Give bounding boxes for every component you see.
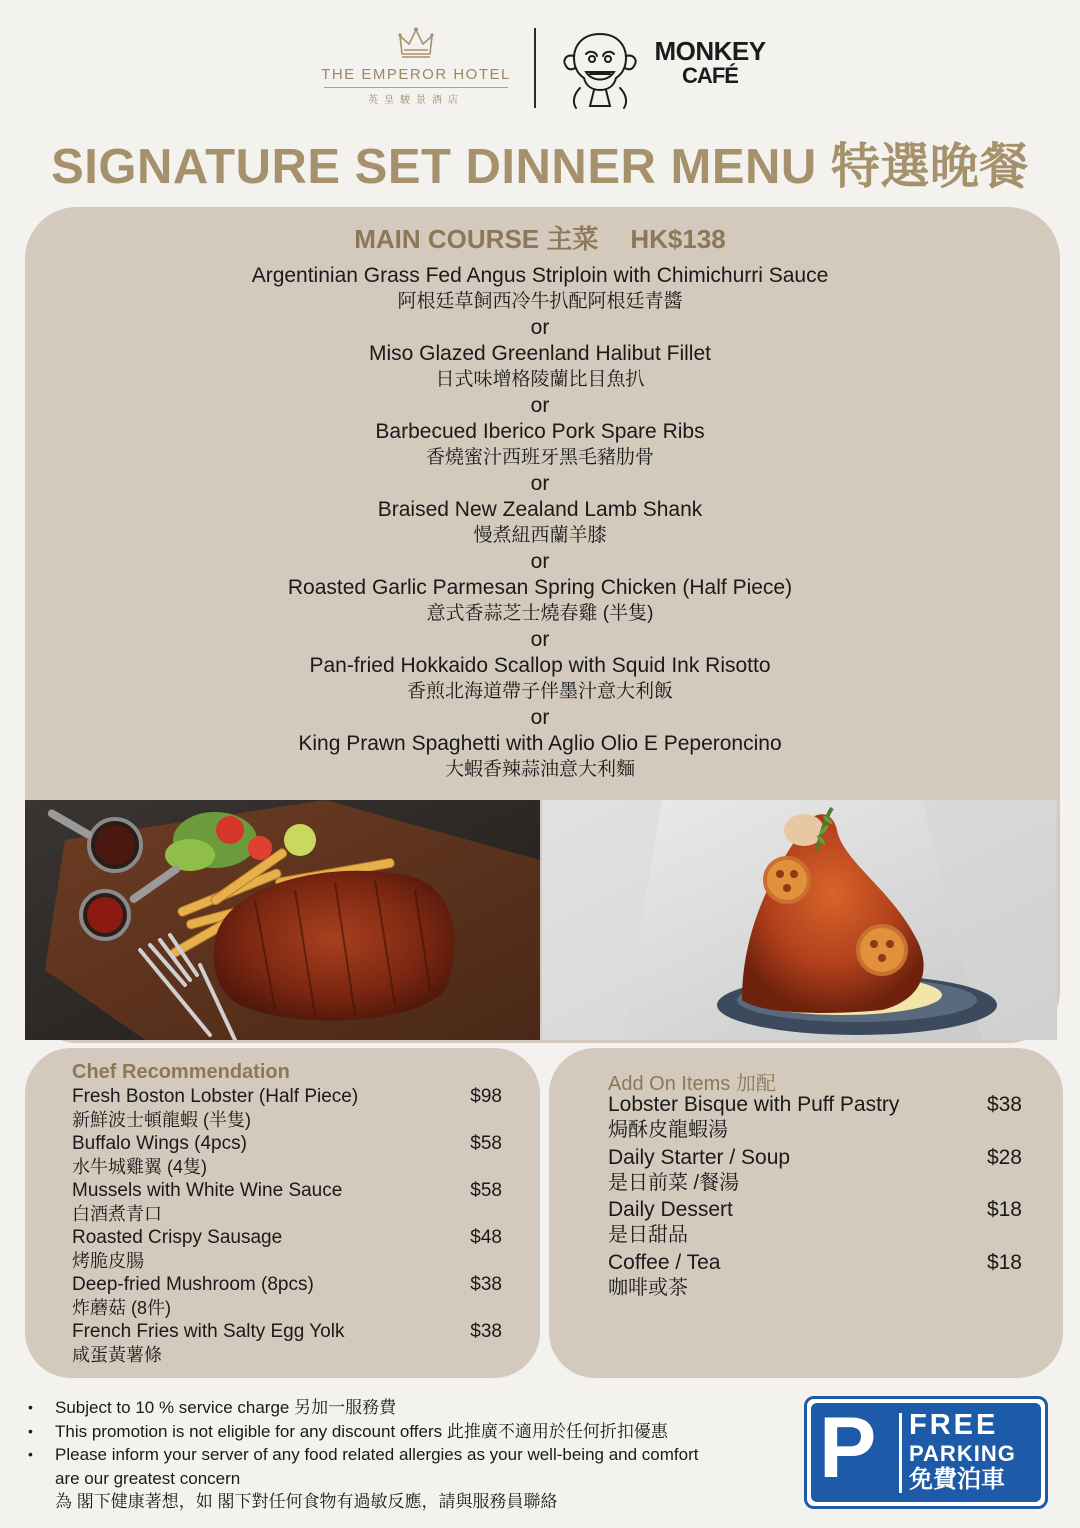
- footnotes: [28, 1396, 798, 1514]
- list-item: [608, 1197, 1028, 1250]
- dish-name-cn: 意式香蒜芝士燒春雞 (半隻): [426, 603, 654, 624]
- item-name-cn: 焗酥皮龍蝦湯: [608, 1119, 728, 1141]
- main-course-header: [0, 219, 1080, 256]
- list-item: [72, 1320, 512, 1367]
- dish-name-en: Barbecued Iberico Pork Spare Ribs: [375, 420, 705, 443]
- item-name-cn: 咖啡或茶: [608, 1276, 688, 1299]
- emperor-hotel-logo: [318, 26, 514, 112]
- item-name-en: Buffalo Wings (4pcs): [72, 1133, 247, 1154]
- pork-ribs-photo: [25, 800, 540, 1040]
- main-course-price: HK$138: [630, 224, 726, 254]
- dish-name-cn: 慢煮紐西蘭羊膝: [473, 525, 607, 546]
- parking-chinese-label: 免費泊車: [909, 1466, 1005, 1493]
- item-name-en: Roasted Crispy Sausage: [72, 1227, 283, 1248]
- or-separator: or: [530, 472, 550, 495]
- item-name-cn: 白酒煮青口: [72, 1204, 162, 1224]
- cafe-name-line2: CAFÉ: [682, 63, 738, 88]
- hotel-name: THE EMPEROR HOTEL: [321, 66, 511, 83]
- item-name-cn: 水牛城雞翼 (4隻): [72, 1157, 207, 1177]
- parking-free-label: FREE: [909, 1409, 999, 1441]
- list-item: [608, 1145, 1028, 1198]
- dish-name-cn: 香燒蜜汁西班牙黑毛豬肋骨: [425, 447, 654, 468]
- list-item: [72, 1179, 512, 1226]
- dish-name-cn: 阿根廷草飼西冷牛扒配阿根廷青醬: [397, 291, 683, 312]
- free-parking-badge: [804, 1396, 1048, 1509]
- item-price: $58: [470, 1133, 502, 1154]
- parking-divider: [899, 1413, 902, 1493]
- parking-text: [909, 1411, 1016, 1492]
- note-allergy: • Please inform your server of any food related allergies as your well-being and comfort: [28, 1443, 798, 1467]
- item-name-en: Coffee / Tea: [608, 1250, 721, 1274]
- add-on-list: [608, 1092, 1028, 1302]
- parking-sign: [811, 1400, 1041, 1502]
- or-separator: or: [530, 706, 550, 729]
- hotel-name-chinese: 英皇駿景酒店: [368, 95, 464, 106]
- item-name-cn: 烤脆皮腸: [72, 1251, 144, 1271]
- list-item: [72, 1132, 512, 1179]
- dish-name-cn: 大蝦香辣蒜油意大利麵: [444, 759, 635, 780]
- item-name-en: Daily Dessert: [608, 1198, 733, 1221]
- or-separator: or: [530, 628, 550, 651]
- item-name-en: French Fries with Salty Egg Yolk: [72, 1321, 345, 1342]
- note-service-charge: • Subject to 10 % service charge 另加一服務費: [28, 1396, 798, 1420]
- list-item: [72, 1085, 512, 1132]
- main-course-list: [0, 263, 1080, 783]
- chef-recommendation-list: [72, 1085, 512, 1367]
- item-name-cn: 是日前菜 /餐湯: [608, 1171, 740, 1194]
- dish-name-cn: 香煎北海道帶子伴墨汁意大利飯: [406, 681, 673, 702]
- item-name-cn: 新鮮波士頓龍蝦 (半隻): [72, 1110, 251, 1130]
- list-item: [608, 1092, 1028, 1145]
- item-price: $48: [470, 1227, 502, 1248]
- logo-divider: [534, 28, 536, 108]
- main-course-heading: MAIN COURSE 主菜: [354, 224, 599, 254]
- dish-name-en: Miso Glazed Greenland Halibut Fillet: [369, 342, 711, 365]
- item-price: $98: [470, 1086, 502, 1107]
- logo-rule: [324, 87, 508, 88]
- item-name-cn: 咸蛋黃薯條: [72, 1345, 162, 1365]
- dish-name-en: Braised New Zealand Lamb Shank: [377, 498, 703, 521]
- parking-label: PARKING: [909, 1441, 1016, 1466]
- item-price: $18: [986, 1198, 1022, 1221]
- note-allergy-chinese: 為 閣下健康著想，如 閣下對任何食物有過敏反應，請與服務員聯絡: [55, 1492, 558, 1512]
- item-price: $58: [470, 1180, 502, 1201]
- item-name-en: Mussels with White Wine Sauce: [72, 1180, 343, 1201]
- item-name-en: Fresh Boston Lobster (Half Piece): [72, 1086, 359, 1107]
- or-separator: or: [530, 316, 550, 339]
- chef-recommendation-heading: Chef Recommendation: [72, 1061, 290, 1083]
- or-separator: or: [530, 394, 550, 417]
- dish-name-en: King Prawn Spaghetti with Aglio Olio E Peperoncino: [298, 732, 782, 755]
- item-name-cn: 炸蘑菇 (8件): [72, 1298, 171, 1318]
- parking-p-icon: P: [819, 1400, 877, 1496]
- monkey-cafe-logo: [650, 38, 770, 87]
- list-item: [72, 1226, 512, 1273]
- list-item: [608, 1250, 1028, 1303]
- item-name-en: Deep-fried Mushroom (8pcs): [72, 1274, 314, 1295]
- cafe-name-line1: MONKEY: [654, 36, 766, 66]
- or-separator: or: [530, 550, 550, 573]
- dish-name-cn: 日式味增格陵蘭比目魚扒: [435, 369, 645, 390]
- item-price: $38: [470, 1321, 502, 1342]
- note-discount: • This promotion is not eligible for any discount offers 此推廣不適用於任何折扣優惠: [28, 1420, 798, 1444]
- item-price: $18: [986, 1250, 1022, 1274]
- page-title: SIGNATURE SET DINNER MENU 特選晚餐: [51, 140, 1029, 194]
- item-name-en: Daily Starter / Soup: [608, 1145, 791, 1169]
- note-allergy-continued: are our greatest concern: [55, 1468, 241, 1488]
- list-item: [72, 1273, 512, 1320]
- item-price: $28: [986, 1145, 1022, 1169]
- crown-icon: [396, 26, 436, 62]
- item-price: $38: [470, 1274, 502, 1295]
- monkey-mascot-icon: [556, 26, 644, 110]
- dish-name-en: Pan-fried Hokkaido Scallop with Squid Ink Risotto: [309, 654, 771, 677]
- dish-name-en: Argentinian Grass Fed Angus Striploin with Chimichurri Sauce: [251, 264, 829, 287]
- add-on-heading: Add On Items 加配: [608, 1073, 776, 1095]
- lamb-shank-photo: [542, 800, 1057, 1040]
- dish-name-en: Roasted Garlic Parmesan Spring Chicken (Half Piece): [287, 576, 793, 599]
- item-price: $38: [986, 1093, 1022, 1116]
- item-name-cn: 是日甜品: [608, 1224, 688, 1246]
- item-name-en: Lobster Bisque with Puff Pastry: [608, 1093, 900, 1116]
